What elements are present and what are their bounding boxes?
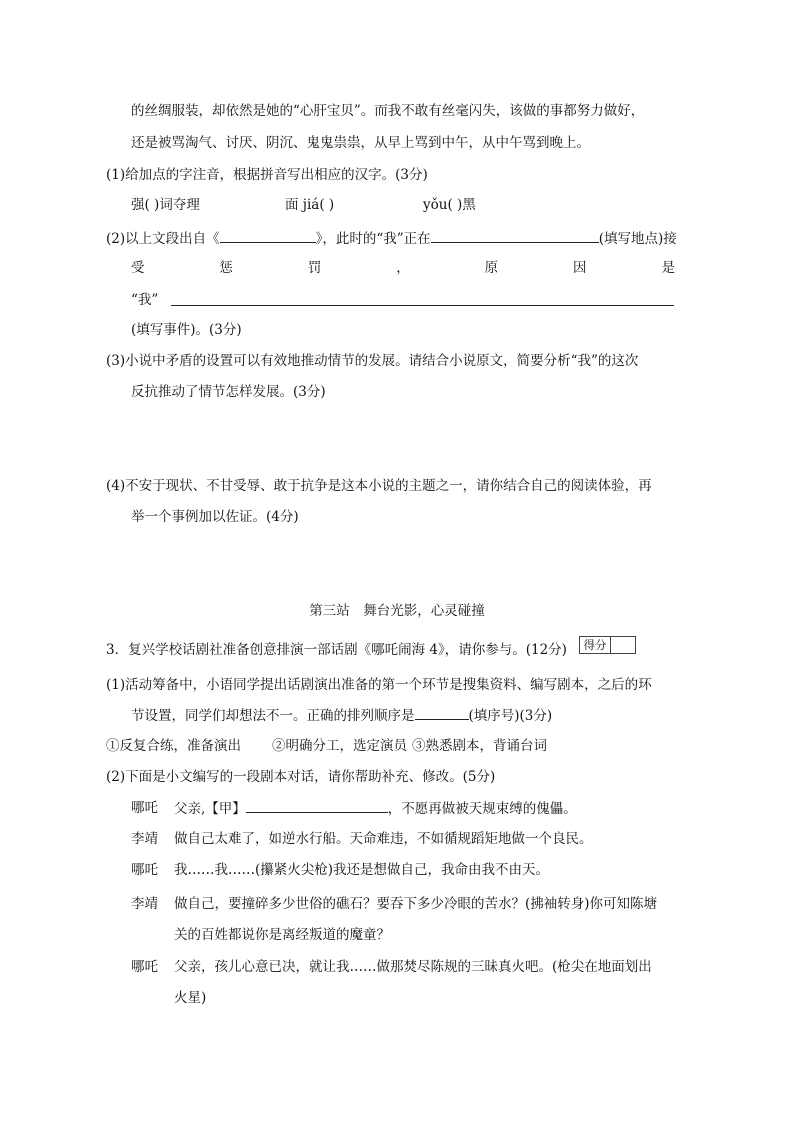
- q2-spread-line: [131, 258, 675, 278]
- option-2: ②明确分工，选定演员: [272, 738, 407, 754]
- sub1-line-1: (1)活动筹备中，小语同学提出话剧演出准备的第一个环节是搜集资料、编写剧本，之后的环: [106, 677, 652, 693]
- option-3: ③熟悉剧本，背诵台词: [412, 738, 547, 754]
- sub1-line-2: [131, 705, 552, 726]
- speaker-name: 李靖: [131, 896, 158, 912]
- location-blank[interactable]: [431, 228, 599, 243]
- q2-part2: 》，此时的“我”正在: [315, 231, 431, 247]
- q1-item-a: 强( )词夺理: [131, 197, 200, 213]
- dialogue-text-b: ，不愿再做被天规束缚的傀儡。: [387, 801, 577, 817]
- score-label: 得分: [580, 637, 611, 653]
- dialogue-text-a: 父亲,【甲】: [174, 801, 246, 817]
- q4-line-1: (4)不安于现状、不甘受辱、敢于抗争是这本小说的主题之一，请你结合自己的阅读体验，再: [106, 478, 652, 494]
- q2-spread-char: 受: [131, 260, 145, 276]
- speaker-name: 哪吒: [131, 862, 158, 878]
- dialogue-line: 我……我……(攥紧火尖枪)我还是想做自己，我命由我不由天。: [174, 862, 550, 878]
- sub1-line-2a: 节设置，同学们却想法不一。正确的排列顺序是: [131, 708, 415, 724]
- dialogue-line-cont: 火星): [174, 990, 207, 1006]
- task3-stem: 3．复兴学校话剧社准备创意排演一部话剧《哪吒闹海 4》，请你参与。(12分): [106, 642, 567, 658]
- dialogue-line: 父亲，孩儿心意已决，就让我……做那焚尽陈规的三昧真火吧。(枪尖在地面划出: [174, 959, 652, 975]
- q2-spread-char: 原: [484, 260, 499, 276]
- q2-line-1: [106, 228, 677, 249]
- q1-item-b: 面 jiá( ): [285, 197, 335, 213]
- score-cell[interactable]: [611, 637, 635, 653]
- q2-tail: (填写事件)。(3分): [131, 322, 242, 338]
- speaker-name: 哪吒: [131, 800, 158, 816]
- event-blank[interactable]: [171, 305, 674, 306]
- passage-line-1: 的丝绸服装，却依然是她的“心肝宝贝”。而我不敢有丝毫闪失，该做的事都努力做好，: [131, 103, 645, 119]
- dialogue-line: 做自己，要撞碎多少世俗的礁石？要吞下多少冷眼的苦水？(拂袖转身)你可知陈塘: [174, 896, 658, 912]
- sub1-line-2b: (填序号)(3分): [468, 708, 553, 724]
- order-blank[interactable]: [415, 705, 469, 720]
- passage-line-2: 还是被骂淘气、讨厌、阴沉、鬼鬼祟祟，从早上骂到中午，从中午骂到晚上。: [131, 135, 590, 151]
- q1-item-c: yǒu( )黑: [423, 197, 476, 213]
- q2-wo: “我”: [131, 292, 159, 308]
- dialogue-line: [174, 798, 577, 819]
- q2-spread-char: 因: [573, 260, 587, 276]
- speaker-name: 哪吒: [131, 959, 158, 975]
- section-title: 第三站 舞台光影，心灵碰撞: [309, 603, 485, 619]
- jia-blank[interactable]: [246, 798, 388, 813]
- score-box: [579, 636, 636, 654]
- dialogue-line: 做自己太难了，如逆水行船。天命难违，不如循规蹈矩地做一个良民。: [174, 831, 593, 847]
- q1-stem: (1)给加点的字注音，根据拼音写出相应的汉字。(3分): [106, 167, 428, 183]
- book-title-blank[interactable]: [220, 228, 316, 243]
- option-1: ①反复合练，准备演出: [106, 738, 241, 754]
- q3-line-1: (3)小说中矛盾的设置可以有效地推动情节的发展。请结合小说原文，简要分析“我”的这次: [106, 353, 639, 369]
- q2-part3: (填写地点)接: [598, 231, 677, 247]
- q2-spread-char: 罚: [307, 260, 322, 276]
- dialogue-line-cont: 关的百姓都说你是离经叛道的魔童？: [174, 927, 390, 943]
- q2-part1: (2)以上文段出自《: [106, 231, 220, 247]
- q2-spread-char: ，: [396, 260, 410, 276]
- q2-spread-char: 惩: [219, 260, 233, 276]
- q3-line-2: 反抗推动了情节怎样发展。(3分): [131, 384, 326, 400]
- speaker-name: 李靖: [131, 831, 158, 847]
- q4-line-2: 举一个事例加以佐证。(4分): [131, 509, 299, 525]
- q2-spread-char: 是: [661, 260, 675, 276]
- sub2-stem: (2)下面是小文编写的一段剧本对话，请你帮助补充、修改。(5分): [106, 769, 496, 785]
